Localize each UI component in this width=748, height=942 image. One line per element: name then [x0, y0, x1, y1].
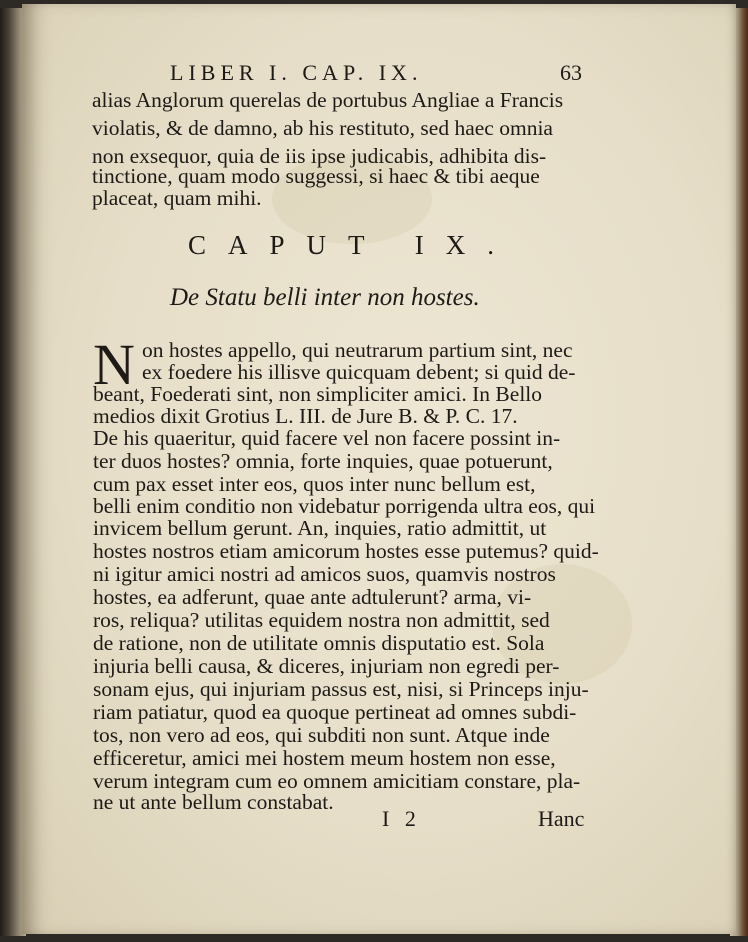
- text-line: placeat, quam mihi.: [92, 186, 262, 210]
- text-line: invicem bellum gerunt. An, inquies, ratio admittit, ut: [93, 516, 547, 540]
- text-line: ni igitur amici nostri ad amicos suos, quamvis nostros: [93, 562, 556, 586]
- text-line: hostes nostros etiam amicorum hostes esse putemus? quid-: [93, 539, 599, 563]
- running-head-title: LIBER I. CAP. IX.: [170, 60, 423, 85]
- text-line: efficeretur, amici mei hostem meum hostem non esse,: [93, 746, 556, 770]
- text-line: sonam ejus, qui injuriam passus est, nisi, si Princeps inju-: [93, 677, 589, 701]
- text-line: on hostes appello, qui neutrarum partium sint, nec: [142, 338, 573, 362]
- text-line: de ratione, non de utilitate omnis disputatio est. Sola: [93, 631, 545, 655]
- text-line: tos, non vero ad eos, qui subditi non sunt. Atque inde: [93, 723, 550, 747]
- chapter-heading: CAPUT IX.: [188, 230, 517, 260]
- page-number: 63: [560, 60, 582, 85]
- text-line: violatis, & de damno, ab his restituto, sed haec omnia: [92, 116, 553, 140]
- text-line: verum integram cum eo omnem amicitiam constare, pla-: [93, 769, 581, 793]
- text-line: hostes, ea adferunt, quae ante adtulerunt? arma, vi-: [93, 585, 532, 609]
- text-line: alias Anglorum querelas de portubus Angliae a Francis: [92, 88, 564, 112]
- text-line: ter duos hostes? omnia, forte inquies, quae potuerunt,: [93, 449, 553, 473]
- signature-mark: I 2: [382, 806, 421, 831]
- text-line: medios dixit Grotius L. III. de Jure B. & P. C. 17.: [93, 404, 518, 428]
- text-line: tinctione, quam modo suggessi, si haec & tibi aeque: [92, 164, 540, 188]
- chapter-title: De Statu belli inter non hostes.: [170, 284, 480, 311]
- text-line: ne ut ante bellum constabat.: [93, 790, 334, 814]
- text-line: beant, Foederati sint, non simpliciter amici. In Bello: [93, 382, 543, 406]
- text-line: non exsequor, quia de iis ipse judicabis, adhibita dis-: [92, 144, 547, 168]
- text-line: cum pax esset inter eos, quos inter nunc bellum est,: [93, 472, 536, 496]
- text-line: De his quaeritur, quid facere vel non facere possint in-: [93, 426, 561, 450]
- text-line: ros, reliqua? utilitas equidem nostra non admittit, sed: [93, 608, 550, 632]
- catchword: Hanc: [538, 806, 585, 831]
- text-line: injuria belli causa, & diceres, injuriam non egredi per-: [93, 654, 560, 678]
- text-line: belli enim conditio non videbatur porrigenda ultra eos, qui: [93, 494, 596, 518]
- drop-cap: N: [93, 332, 135, 397]
- text-line: ex foedere his illisve quicquam debent; si quid de-: [142, 360, 576, 384]
- text-line: riam patiatur, quod ea quoque pertineat ad omnes subdi-: [93, 700, 577, 724]
